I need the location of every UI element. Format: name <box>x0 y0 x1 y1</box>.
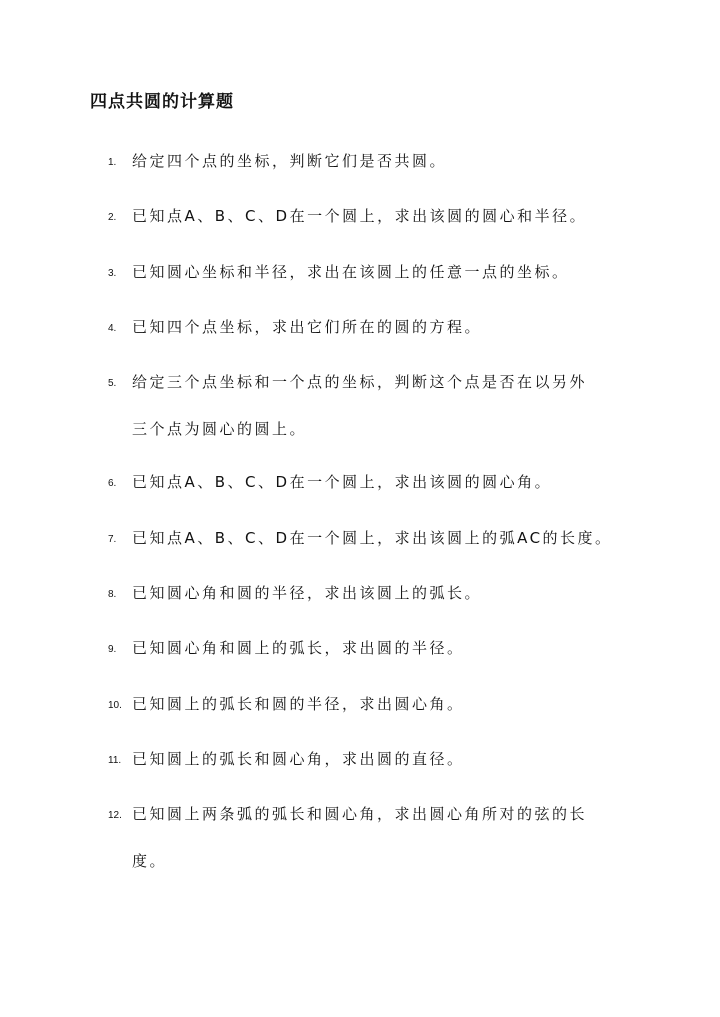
item-number: 3. <box>108 268 117 279</box>
item-text: 已知点A、B、C、D在一个圆上，求出该圆的圆心角。 <box>132 473 553 491</box>
item-number: 4. <box>108 323 117 334</box>
item-text: 已知圆上两条弧的弧长和圆心角，求出圆心角所对的弦的长 <box>132 805 588 823</box>
item-number: 10. <box>108 700 122 711</box>
item-text: 已知圆上的弧长和圆心角，求出圆的直径。 <box>132 750 465 768</box>
item-number: 5. <box>108 378 117 389</box>
item-number: 7. <box>108 534 117 545</box>
item-text: 已知圆心角和圆的半径，求出该圆上的弧长。 <box>132 584 483 602</box>
item-text: 已知圆心坐标和半径，求出在该圆上的任意一点的坐标。 <box>132 263 570 281</box>
item-number: 8. <box>108 589 117 600</box>
item-number: 1. <box>108 157 117 168</box>
item-text: 给定三个点坐标和一个点的坐标，判断这个点是否在以另外 <box>132 373 588 391</box>
item-text: 已知圆心角和圆上的弧长，求出圆的半径。 <box>132 639 465 657</box>
item-text: 给定四个点的坐标，判断它们是否共圆。 <box>132 152 448 170</box>
item-text: 已知点A、B、C、D在一个圆上，求出该圆上的弧AC的长度。 <box>132 529 613 547</box>
item-number: 2. <box>108 212 117 223</box>
item-text-continuation: 三个点为圆心的圆上。 <box>132 420 308 438</box>
item-text: 已知四个点坐标，求出它们所在的圆的方程。 <box>132 318 483 336</box>
item-text: 已知圆上的弧长和圆的半径，求出圆心角。 <box>132 695 465 713</box>
item-number: 11. <box>108 755 122 766</box>
item-text: 已知点A、B、C、D在一个圆上，求出该圆的圆心和半径。 <box>132 207 588 225</box>
item-text-continuation: 度。 <box>132 852 168 870</box>
document-title: 四点共圆的计算题 <box>90 92 234 112</box>
item-number: 6. <box>108 478 117 489</box>
item-number: 12. <box>108 810 122 821</box>
item-number: 9. <box>108 644 117 655</box>
